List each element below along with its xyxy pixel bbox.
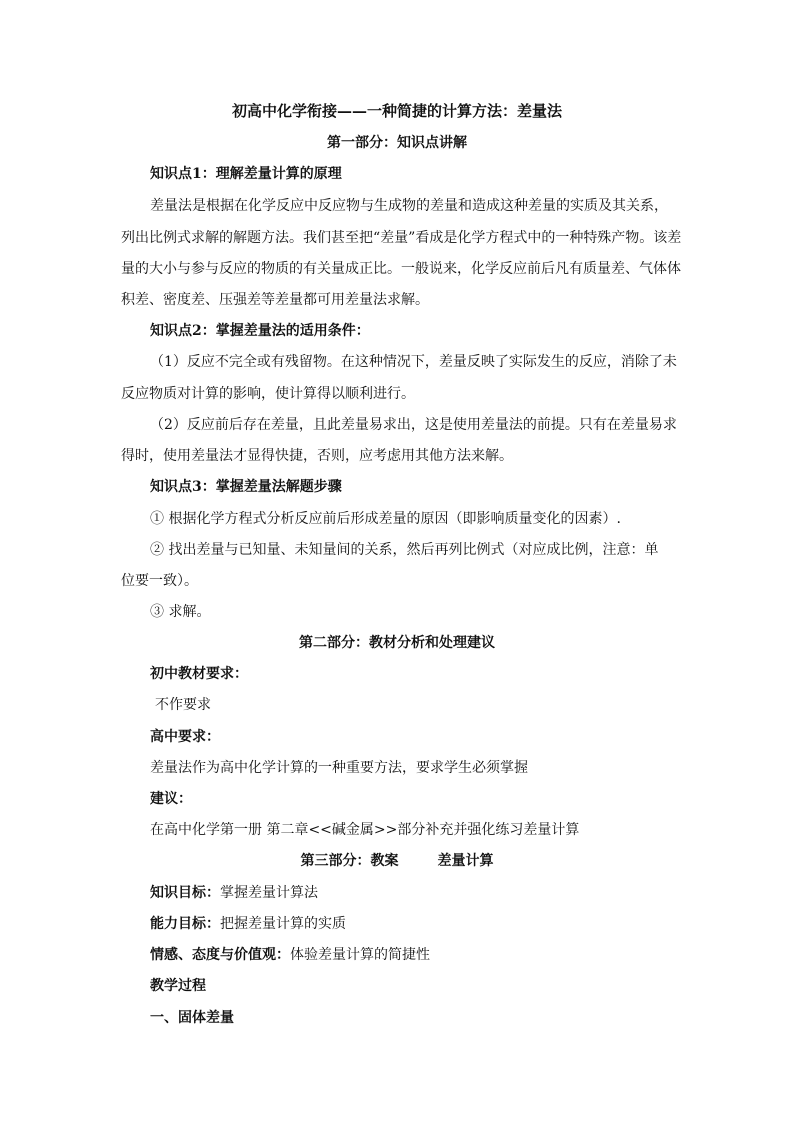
advice-text: 在高中化学第一册 第二章<<碱金属>>部分补充并强化练习差量计算 [150, 822, 580, 838]
k2-item1-line-2: 反应物质对计算的影响，使计算得以顺利进行。 [121, 386, 415, 402]
k1-paragraph-line-3: 量的大小与参与反应的物质的有关量成正比。一般说来，化学反应前后凡有质量差、气体体 [121, 261, 681, 277]
k2-item1-line-1: （1）反应不完全或有残留物。在这种情况下，差量反映了实际发生的反应，消除了未 [150, 354, 677, 370]
emotion-goal-text: 体验差量计算的简捷性 [290, 947, 430, 963]
k1-paragraph-line-2: 列出比例式求解的解题方法。我们甚至把“差量”看成是化学方程式中的一种特殊产物。该差 [121, 230, 682, 246]
part3-heading: 第三部分：教案 差量计算 [300, 853, 494, 869]
advice-label: 建议： [150, 791, 192, 807]
part2-heading: 第二部分：教材分析和处理建议 [299, 635, 495, 651]
ability-goal [0, 914, 794, 934]
k3-step3: ③ 求解。 [150, 604, 211, 620]
k2-item2-line-2: 得时，使用差量法才显得快捷，否则，应考虑用其他方法来解。 [121, 448, 513, 464]
k3-heading: 知识点3：掌握差量法解题步骤 [150, 479, 342, 495]
part1-heading: 第一部分：知识点讲解 [327, 135, 467, 151]
k3-step2-line-2: 位要一致）。 [121, 573, 198, 589]
ability-goal-text: 把握差量计算的实质 [220, 916, 346, 932]
k3-step1: ① 根据化学方程式分析反应前后形成差量的原因（即影响质量变化的因素）. [150, 511, 621, 527]
k1-paragraph-line-4: 积差、密度差、压强差等差量都可用差量法求解。 [121, 292, 429, 308]
document-title: 初高中化学衔接——一种简捷的计算方法：差量法 [231, 102, 562, 120]
knowledge-goal [0, 883, 794, 903]
emotion-goal [0, 945, 794, 965]
junior-requirement-text: 不作要求 [155, 697, 211, 713]
knowledge-goal-label: 知识目标： [150, 885, 220, 901]
emotion-goal-label: 情感、态度与价值观： [150, 947, 290, 963]
k1-heading: 知识点1：理解差量计算的原理 [150, 166, 342, 182]
k2-item2-line-1: （2）反应前后存在差量，且此差量易求出，这是使用差量法的前提。只有在差量易求 [150, 417, 677, 433]
teaching-process-label: 教学过程 [150, 978, 206, 994]
knowledge-goal-text: 掌握差量计算法 [220, 885, 318, 901]
junior-requirement-label: 初中教材要求： [150, 666, 248, 682]
k2-heading: 知识点2：掌握差量法的适用条件： [150, 323, 370, 339]
k3-step2-line-1: ② 找出差量与已知量、未知量间的关系，然后再列比例式（对应成比例，注意：单 [150, 542, 659, 558]
k1-paragraph-line-1: 差量法是根据在化学反应中反应物与生成物的差量和造成这种差量的实质及其关系， [150, 198, 668, 214]
senior-requirement-text: 差量法作为高中化学计算的一种重要方法，要求学生必须掌握 [150, 760, 528, 776]
section-solid-difference: 一、固体差量 [150, 1010, 234, 1026]
senior-requirement-label: 高中要求： [150, 729, 220, 745]
ability-goal-label: 能力目标： [150, 916, 220, 932]
